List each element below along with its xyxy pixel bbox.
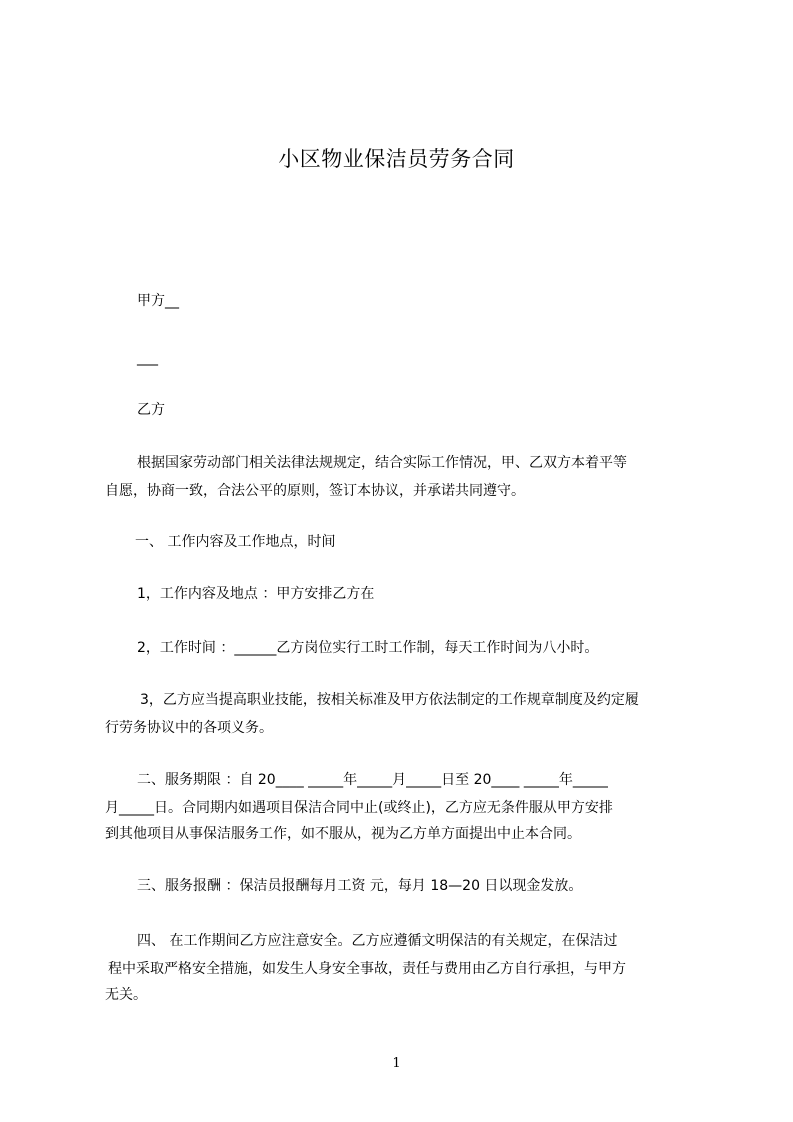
page-number: 1: [392, 1056, 401, 1071]
document-title: 小区物业保洁员劳务合同: [278, 147, 515, 171]
section-1-heading: 一、 工作内容及工作地点，时间: [135, 534, 336, 550]
preamble-line-2: 自愿，协商一致，合法公平的原则，签订本协议，并承诺共同遵守。: [105, 483, 525, 499]
section-3-line-1: 三、服务报酬 ：保洁员报酬每月工资 元，每月 18—20 日以现金发放。: [137, 878, 583, 894]
party-a-line: 甲方__: [137, 293, 179, 309]
section-1-item-2: 2，工作时间 ：______乙方岗位实行工时工作制，每天工作时间为八小时。: [137, 640, 599, 656]
party-a-continuation: ___: [137, 350, 158, 366]
party-b-line: 乙方: [137, 402, 165, 418]
section-4-line-1: 四、 在工作期间乙方应注意安全。乙方应遵循文明保洁的有关规定，在保洁过: [137, 933, 618, 949]
section-2-line-3: 到其他项目从事保洁服务工作，如不服从，视为乙方单方面提出中止本合同。: [105, 826, 581, 842]
section-1-item-3-line-2: 行劳务协议中的各项义务。: [105, 720, 273, 736]
section-2-line-1: 二、服务期限 ：自 20____ _____年_____月_____日至 20____ _____年_____: [137, 772, 608, 788]
preamble-line-1: 根据国家劳动部门相关法律法规规定，结合实际工作情况，甲、乙双方本着平等: [137, 455, 627, 471]
section-4-line-3: 无关。: [105, 987, 147, 1003]
section-1-item-1: 1，工作内容及地点 ：甲方安排乙方在: [137, 586, 375, 602]
section-1-item-3-line-1: 3，乙方应当提高职业技能，按相关标准及甲方依法制定的工作规章制度及约定履: [140, 692, 639, 708]
section-4-line-2: 程中采取严格安全措施，如发生人身安全事故，责任与费用由乙方自行承担，与甲方: [108, 961, 626, 977]
section-2-line-2: 月_____日。合同期内如遇项目保洁合同中止(或终止)，乙方应无条件服从甲方安排: [105, 800, 613, 816]
